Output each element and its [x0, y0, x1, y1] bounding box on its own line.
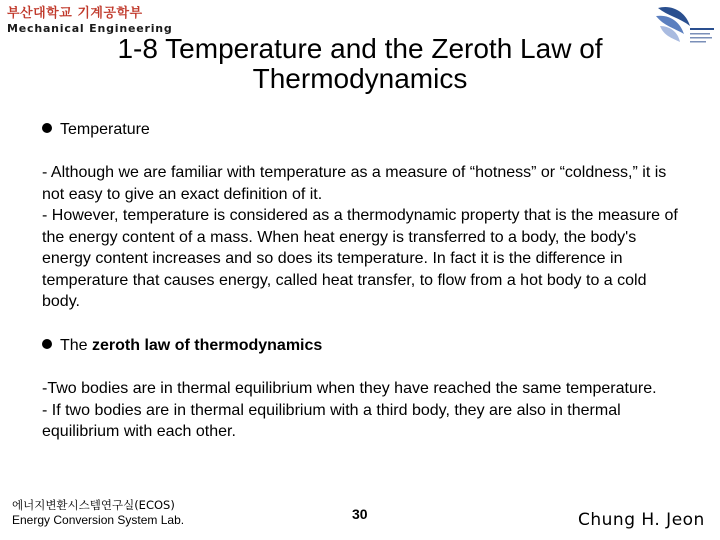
- page-number: 30: [352, 506, 368, 522]
- logo-english-text: Mechanical Engineering: [7, 22, 173, 35]
- slide-title-line-2: Thermodynamics: [252, 63, 468, 94]
- section-heading-zeroth-law: [42, 336, 322, 356]
- logo-korean-text: 부산대학교 기계공학부: [7, 6, 143, 21]
- paragraph-zeroth-2: - If two bodies are in thermal equilibrium with a third body, they are also in thermal equilibrium with each other.: [42, 401, 621, 440]
- section-heading-prefix: The: [60, 337, 93, 354]
- bullet-dot-icon: [42, 123, 52, 133]
- paragraph-zeroth-1: -Two bodies are in thermal equilibrium when they have reached the same temperature.: [42, 380, 657, 397]
- footer-lab-english: Energy Conversion System Lab.: [12, 513, 185, 527]
- section-heading-bold: zeroth law of thermodynamics: [92, 337, 323, 354]
- footer-lab-korean: 에너지변환시스템연구실(ECOS): [12, 498, 175, 512]
- paragraph-temperature-1: - Although we are familiar with temperature as a measure of “hotness” or “coldness,” it is not easy to give an exact definition of it.: [42, 164, 667, 203]
- bullet-dot-icon: [42, 339, 52, 349]
- section-heading-temperature: [42, 120, 150, 140]
- slide-title: [40, 34, 680, 94]
- section-heading-text: Temperature: [60, 121, 150, 138]
- temperature-paragraphs: [42, 162, 682, 313]
- slide-title-line-1: 1-8 Temperature and the Zeroth Law of: [117, 33, 603, 64]
- university-logo: [7, 6, 173, 35]
- zeroth-law-paragraphs: [42, 378, 682, 443]
- paragraph-temperature-2: - However, temperature is considered as a thermodynamic property that is the measure of the energy content of a mass. When heat energy is transferred to a body, the body's energy content increases and so does its temperature. In fact it is the difference in temperature that causes energy, called heat transfer, to flow from a hot body to a cold body.: [42, 207, 678, 310]
- author-name: Chung H. Jeon: [578, 510, 705, 530]
- footer-lab-name: [12, 498, 184, 528]
